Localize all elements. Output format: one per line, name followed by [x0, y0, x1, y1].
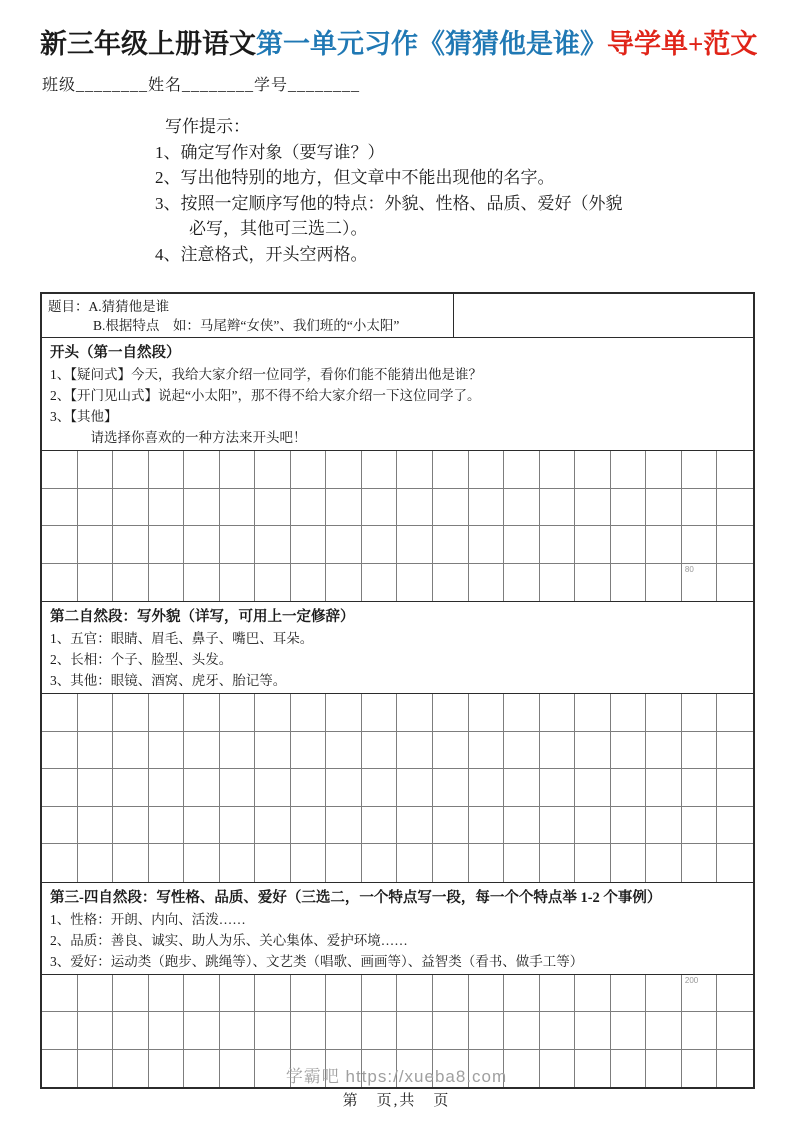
- grid-cell: [575, 451, 611, 489]
- grid-cell: [149, 769, 185, 807]
- grid-cell: [362, 807, 398, 845]
- grid-cell: [255, 844, 291, 882]
- grid-cell: [149, 451, 185, 489]
- grid-cell: [433, 526, 469, 564]
- grid-cell: [433, 807, 469, 845]
- grid-cell: [326, 844, 362, 882]
- grid-cell: [326, 769, 362, 807]
- grid-cell: [397, 526, 433, 564]
- grid-cell: [220, 844, 256, 882]
- grid-cell: [717, 975, 753, 1013]
- grid-cell: [717, 844, 753, 882]
- grid-cell: [682, 732, 718, 770]
- table-title-empty-cell: [454, 294, 753, 337]
- grid-cell: [78, 451, 114, 489]
- grid-cell: [362, 769, 398, 807]
- grid-cell: [184, 451, 220, 489]
- grid-cell: [149, 694, 185, 732]
- grid-cell: [149, 526, 185, 564]
- grid-cell: [42, 489, 78, 527]
- grid-cell: [326, 732, 362, 770]
- grid-cell: [540, 1012, 576, 1050]
- grid-cell: [149, 564, 185, 602]
- grid-cell: [611, 1012, 647, 1050]
- grid-cell: [113, 975, 149, 1013]
- grid-cell: [42, 732, 78, 770]
- grid-cell: [78, 489, 114, 527]
- title-part-black: 新三年级上册语文: [40, 29, 256, 59]
- grid-cell: [220, 489, 256, 527]
- title-part-red: 导学单+范文: [607, 29, 758, 59]
- grid-cell: [255, 564, 291, 602]
- grid-cell: [397, 732, 433, 770]
- grid-cell: [291, 451, 327, 489]
- worksheet-table: [40, 292, 755, 1089]
- grid-cell: [42, 975, 78, 1013]
- grid-cell: [469, 732, 505, 770]
- grid-cell: [646, 564, 682, 602]
- grid-cell: [469, 844, 505, 882]
- watermark: 学霸吧 https://xueba8.com: [285, 1067, 508, 1086]
- grid-cell: [433, 844, 469, 882]
- grid-cell: [646, 807, 682, 845]
- grid-cell: [220, 526, 256, 564]
- grid-cell: [682, 694, 718, 732]
- grid-cell: [397, 844, 433, 882]
- title-option-a: 题目：A.猜猜他是谁: [48, 299, 170, 314]
- grid-cell: [291, 807, 327, 845]
- grid-cell: [113, 807, 149, 845]
- section-text-2: [42, 602, 753, 694]
- grid-cell: [326, 694, 362, 732]
- grid-cell: [42, 451, 78, 489]
- grid-cell: [362, 451, 398, 489]
- grid-cell: [540, 769, 576, 807]
- grid-cell: [682, 489, 718, 527]
- grid-cell: [78, 769, 114, 807]
- grid-cell: [469, 694, 505, 732]
- grid-cell: [433, 732, 469, 770]
- grid-cell: [362, 564, 398, 602]
- grid-cell: [113, 732, 149, 770]
- grid-cell: [611, 807, 647, 845]
- tip-item-3: 3、按照一定顺序写他的特点：外貌、性格、品质、爱好（外貌: [155, 193, 623, 213]
- grid-cell: [575, 732, 611, 770]
- grid-cell: [220, 451, 256, 489]
- grid-cell: [682, 807, 718, 845]
- grid-cell: [504, 564, 540, 602]
- grid-cell: [646, 844, 682, 882]
- writing-tips: [155, 114, 715, 267]
- grid-cell: [540, 694, 576, 732]
- grid-cell: [504, 807, 540, 845]
- grid-cell: [42, 694, 78, 732]
- grid-cell: [220, 564, 256, 602]
- grid-cell: [611, 732, 647, 770]
- grid-cell: [362, 489, 398, 527]
- grid-cell: [362, 1012, 398, 1050]
- grid-cell: [646, 769, 682, 807]
- grid-cell: [78, 732, 114, 770]
- grid-cell: [42, 807, 78, 845]
- grid-cell: [682, 564, 718, 602]
- grid-cell: [717, 564, 753, 602]
- section-line-3: 3、【其他】: [50, 409, 118, 424]
- grid-cell: [540, 844, 576, 882]
- grid-cell: [575, 807, 611, 845]
- grid-cell: [220, 807, 256, 845]
- title-option-b: B.根据特点 如：马尾辫“女侠”、我们班的“小太阳”: [93, 318, 400, 333]
- grid-cell: [42, 526, 78, 564]
- grid-cell: [611, 844, 647, 882]
- grid-cell: [291, 975, 327, 1013]
- grid-cell: [42, 769, 78, 807]
- grid-cell: [575, 526, 611, 564]
- grid-cell: [255, 975, 291, 1013]
- grid-cell: [611, 526, 647, 564]
- grid-cell: [326, 807, 362, 845]
- grid-cell: [682, 1012, 718, 1050]
- grid-cell: [184, 844, 220, 882]
- grid-cell: [362, 526, 398, 564]
- grid-cell: [291, 526, 327, 564]
- grid-cell: [575, 1012, 611, 1050]
- grid-cell: [682, 526, 718, 564]
- grid-cell: [113, 564, 149, 602]
- grid-cell: [220, 975, 256, 1013]
- section-line-1: 1、性格：开朗、内向、活泼……: [50, 911, 246, 927]
- grid-cell: [397, 451, 433, 489]
- grid-cell: [540, 451, 576, 489]
- grid-cell: [433, 489, 469, 527]
- grid-cell: [291, 732, 327, 770]
- grid-cell: [149, 1012, 185, 1050]
- grid-cell: [113, 769, 149, 807]
- grid-cell: [113, 1012, 149, 1050]
- grid-cell: [504, 694, 540, 732]
- grid-cell: [469, 564, 505, 602]
- grid-cell: [646, 451, 682, 489]
- section-line-1: 1、五官：眼睛、眉毛、鼻子、嘴巴、耳朵。: [50, 631, 314, 646]
- section-text-1: [42, 338, 753, 451]
- grid-cell: [717, 526, 753, 564]
- section-text-3: [42, 883, 753, 975]
- grid-cell: [611, 451, 647, 489]
- grid-cell: [504, 844, 540, 882]
- grid-cell: [362, 694, 398, 732]
- student-info-line: 班级________姓名________学号________: [42, 77, 361, 94]
- grid-cell: [78, 1012, 114, 1050]
- grid-cell: [78, 564, 114, 602]
- grid-cell: [717, 732, 753, 770]
- grid-cell: [78, 526, 114, 564]
- grid-cell: [78, 807, 114, 845]
- grid-cell: [646, 489, 682, 527]
- tip-item-5: 4、注意格式，开头空两格。: [155, 244, 368, 264]
- grid-cell: [291, 694, 327, 732]
- grid-cell: [682, 769, 718, 807]
- grid-cell: [362, 975, 398, 1013]
- grid-cell: [646, 1012, 682, 1050]
- grid-cell: [113, 451, 149, 489]
- section-heading: 开头（第一自然段）: [50, 345, 181, 361]
- grid-cell: [504, 1012, 540, 1050]
- writing-grid-1: [42, 451, 753, 602]
- grid-cell: [611, 564, 647, 602]
- grid-cell: [469, 451, 505, 489]
- grid-cell: [149, 807, 185, 845]
- section-line-2: 2、品质：善良、诚实、助人为乐、关心集体、爱护环境……: [50, 932, 408, 948]
- grid-cell: [149, 844, 185, 882]
- grid-cell: [291, 769, 327, 807]
- grid-cell: [611, 489, 647, 527]
- grid-cell: [433, 975, 469, 1013]
- grid-cell: [255, 489, 291, 527]
- section-line-2: 2、【开门见山式】说起“小太阳”，那不得不给大家介绍一下这位同学了。: [50, 388, 481, 403]
- grid-cell: [184, 1012, 220, 1050]
- section-line-2: 2、长相：个子、脸型、头发。: [50, 652, 233, 667]
- grid-cell: [540, 807, 576, 845]
- grid-cell: [255, 526, 291, 564]
- grid-cell: [149, 489, 185, 527]
- grid-cell: [220, 694, 256, 732]
- grid-cell: [504, 526, 540, 564]
- grid-cell: [540, 526, 576, 564]
- grid-cell: [469, 769, 505, 807]
- grid-cell: [291, 489, 327, 527]
- grid-cell: [646, 975, 682, 1013]
- grid-cell: [291, 564, 327, 602]
- tip-item-2: 2、写出他特别的地方，但文章中不能出现他的名字。: [155, 168, 555, 187]
- grid-cell: [646, 526, 682, 564]
- grid-cell: [113, 844, 149, 882]
- grid-cell: [113, 489, 149, 527]
- table-title-row: [42, 294, 753, 338]
- grid-cell: [255, 807, 291, 845]
- grid-cell: [184, 526, 220, 564]
- tip-item-1: 1、确定写作对象（要写谁？）: [155, 142, 385, 162]
- writing-grid-2: [42, 694, 753, 883]
- grid-cell: [397, 489, 433, 527]
- grid-cell: [611, 769, 647, 807]
- grid-cell: [362, 844, 398, 882]
- grid-cell: [326, 564, 362, 602]
- grid-cell: [575, 769, 611, 807]
- grid-cell: [78, 844, 114, 882]
- grid-cell: [255, 732, 291, 770]
- grid-cell: [469, 489, 505, 527]
- grid-cell: [540, 489, 576, 527]
- grid-cell: [42, 564, 78, 602]
- grid-cell: [540, 564, 576, 602]
- grid-cell: [717, 489, 753, 527]
- grid-cell: [469, 526, 505, 564]
- grid-cell: [717, 769, 753, 807]
- grid-cell: [646, 732, 682, 770]
- section-line-3: 3、爱好：运动类（跑步、跳绳等）、文艺类（唱歌、画画等）、益智类（看书、做手工等）: [50, 953, 584, 969]
- section-heading: 第二自然段：写外貌（详写，可用上一定修辞）: [50, 609, 355, 625]
- grid-cell: [646, 694, 682, 732]
- grid-cell: [255, 694, 291, 732]
- grid-cell: [397, 564, 433, 602]
- grid-cell: [682, 451, 718, 489]
- grid-cell: [362, 732, 398, 770]
- grid-cell: [682, 844, 718, 882]
- grid-cell: [433, 769, 469, 807]
- grid-cell: [717, 807, 753, 845]
- table-title-cell: [42, 294, 454, 337]
- grid-cell: [220, 769, 256, 807]
- grid-cell: [326, 489, 362, 527]
- grid-cell: [397, 975, 433, 1013]
- grid-cell: [149, 732, 185, 770]
- grid-cell: [717, 451, 753, 489]
- grid-cell: [42, 1012, 78, 1050]
- grid-cell: [184, 694, 220, 732]
- char-count-marker: 200: [684, 975, 699, 985]
- grid-cell: [575, 844, 611, 882]
- grid-cell: [504, 732, 540, 770]
- grid-cell: [220, 732, 256, 770]
- grid-cell: [575, 564, 611, 602]
- grid-cell: [326, 451, 362, 489]
- grid-cell: [184, 489, 220, 527]
- grid-cell: [611, 975, 647, 1013]
- page-title: [40, 22, 756, 61]
- grid-cell: [682, 975, 718, 1013]
- grid-cell: [220, 1012, 256, 1050]
- grid-cell: [42, 844, 78, 882]
- grid-cell: [433, 694, 469, 732]
- grid-cell: [504, 451, 540, 489]
- grid-cell: [504, 975, 540, 1013]
- grid-cell: [540, 732, 576, 770]
- grid-cell: [397, 694, 433, 732]
- section-line-4: 请选择你喜欢的一种方法来开头吧！: [50, 430, 307, 445]
- grid-cell: [255, 451, 291, 489]
- char-count-marker: 80: [684, 564, 694, 574]
- section-line-1: 1、【疑问式】今天，我给大家介绍一位同学，看你们能不能猜出他是谁？: [50, 367, 482, 382]
- title-part-blue: 第一单元习作《猜猜他是谁》: [256, 29, 607, 59]
- page-number-line: 第 页,共 页: [342, 1093, 451, 1109]
- grid-cell: [113, 694, 149, 732]
- grid-cell: [184, 975, 220, 1013]
- tips-list: [155, 140, 715, 268]
- grid-cell: [433, 564, 469, 602]
- grid-cell: [326, 975, 362, 1013]
- section-line-3: 3、其他：眼镜、酒窝、虎牙、胎记等。: [50, 673, 287, 688]
- grid-cell: [469, 807, 505, 845]
- grid-cell: [433, 451, 469, 489]
- grid-cell: [504, 769, 540, 807]
- grid-cell: [717, 1012, 753, 1050]
- grid-cell: [611, 694, 647, 732]
- section-heading: 第三-四自然段：写性格、品质、爱好（三选二，一个特点写一段，每一个个特点举 1-2 个事例）: [50, 889, 662, 906]
- grid-cell: [575, 694, 611, 732]
- grid-cell: [291, 844, 327, 882]
- grid-cell: [469, 1012, 505, 1050]
- grid-cell: [326, 526, 362, 564]
- grid-cell: [78, 694, 114, 732]
- grid-cell: [575, 489, 611, 527]
- grid-cell: [469, 975, 505, 1013]
- grid-cell: [113, 526, 149, 564]
- grid-cell: [184, 807, 220, 845]
- grid-cell: [255, 769, 291, 807]
- grid-cell: [255, 1012, 291, 1050]
- grid-cell: [575, 975, 611, 1013]
- grid-cell: [78, 975, 114, 1013]
- grid-cell: [184, 564, 220, 602]
- tip-item-4: 必写，其他可三选二）。: [155, 219, 368, 238]
- grid-cell: [149, 975, 185, 1013]
- grid-cell: [397, 769, 433, 807]
- grid-cell: [433, 1012, 469, 1050]
- grid-cell: [291, 1012, 327, 1050]
- grid-cell: [397, 1012, 433, 1050]
- grid-cell: [184, 732, 220, 770]
- grid-cell: [397, 807, 433, 845]
- grid-cell: [540, 975, 576, 1013]
- grid-cell: [326, 1012, 362, 1050]
- tips-heading: 写作提示：: [165, 117, 250, 136]
- grid-cell: [717, 694, 753, 732]
- grid-cell: [184, 769, 220, 807]
- grid-cell: [504, 489, 540, 527]
